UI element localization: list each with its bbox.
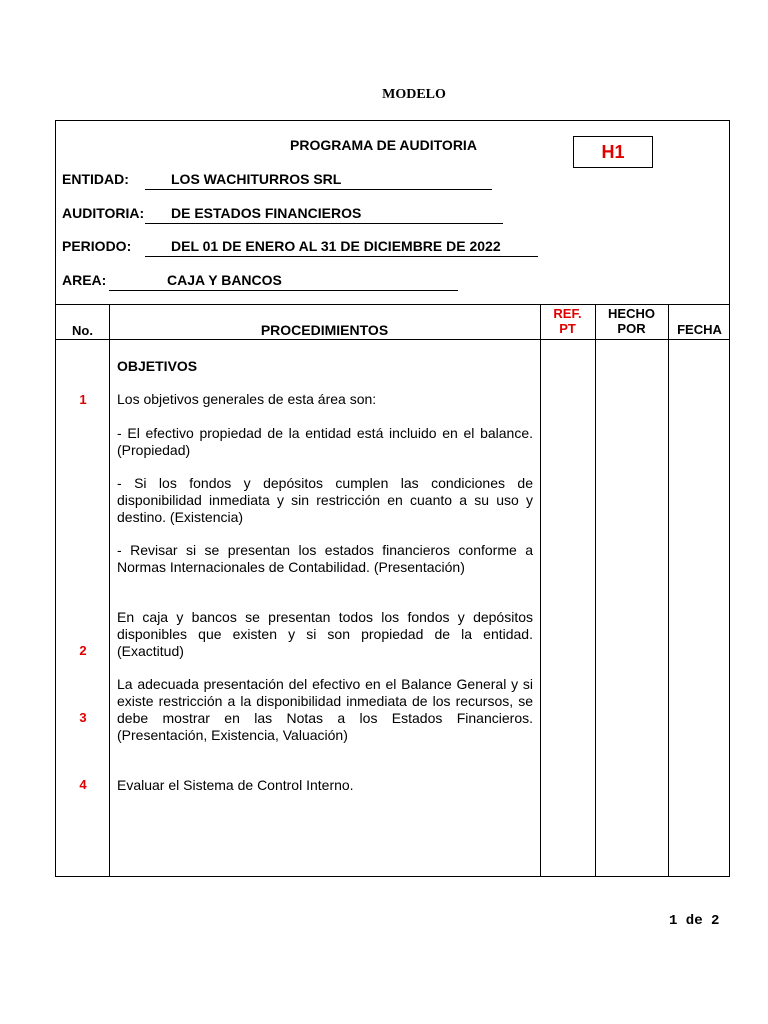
table-header-border [56,339,729,340]
program-title: PROGRAMA DE AUDITORIA [290,137,477,153]
column-divider-proc [540,304,541,876]
header-fecha: FECHA [677,322,722,337]
header-ref-line1: REF. [553,306,582,321]
auditoria-value: DE ESTADOS FINANCIEROS [145,205,503,224]
area-value: CAJA Y BANCOS [109,272,458,291]
row-number-4: 4 [79,777,87,792]
procedure-paragraph: Evaluar el Sistema de Control Interno. [117,777,354,793]
reference-code-box: H1 [573,136,653,168]
document-heading: MODELO [382,87,446,102]
header-procedimientos: PROCEDIMIENTOS [260,322,389,338]
header-ref-line2: PT [559,321,576,336]
procedure-paragraph: - Si los fondos y depósitos cumplen las condiciones de disponibilidad inmediata y sin restricción en cuanto a su uso y destino. (Existencia) [117,475,533,525]
procedure-paragraph: La adecuada presentación del efectivo en el Balance General y si existe restricción a la disponibilidad inmediata de los recursos, se debe mostrar en las Notas a los Estados Financieros. (Presentación, Existencia, Valuación) [117,676,533,743]
periodo-label: PERIODO: [62,238,132,254]
column-divider-hecho [668,304,669,876]
entidad-value: LOS WACHITURROS SRL [145,171,492,190]
header-hecho-line2: POR [617,321,646,336]
row-number-1: 1 [79,392,87,407]
row-number-2: 2 [79,643,87,658]
procedure-paragraph: En caja y bancos se presentan todos los fondos y depósitos disponibles que existen y si son propiedad de la entidad. (Exactitud) [117,609,533,659]
objetivos-title: OBJETIVOS [117,358,198,374]
area-label: AREA: [62,272,107,288]
procedure-paragraph: - El efectivo propiedad de la entidad está incluido en el balance. (Propiedad) [117,425,533,458]
row-number-3: 3 [79,710,87,725]
periodo-value: DEL 01 DE ENERO AL 31 DE DICIEMBRE DE 2022 [145,238,538,257]
procedure-paragraph: Los objetivos generales de esta área son: [117,391,377,407]
audit-program-form [55,120,730,877]
header-hecho-line1: HECHO [608,306,655,321]
header-ref-pt [540,306,595,336]
table-top-border [56,304,729,305]
auditoria-label: AUDITORIA: [62,205,145,221]
page-indicator: 1 de 2 [669,913,720,929]
procedure-paragraph: - Revisar si se presentan los estados financieros conforme a Normas Internacionales de Contabilidad. (Presentación) [117,542,533,575]
entidad-label: ENTIDAD: [62,171,129,187]
header-no: No. [72,323,93,338]
header-hecho-por [595,306,668,336]
column-divider-ref [595,304,596,876]
